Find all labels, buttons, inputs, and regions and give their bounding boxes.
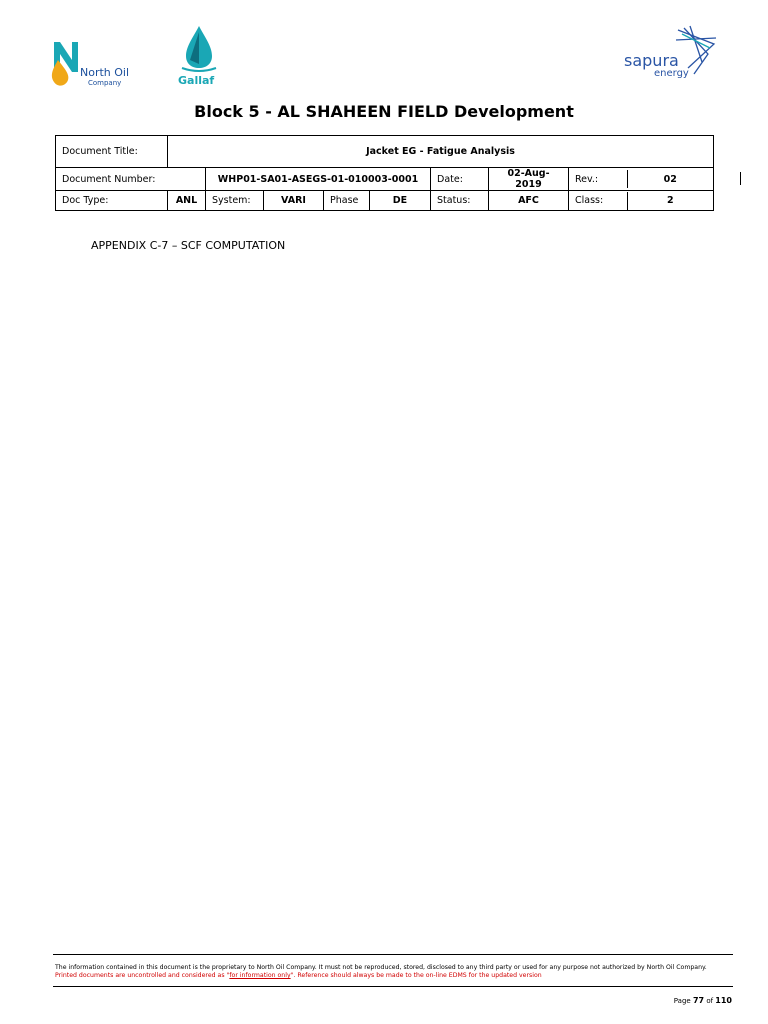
disclaimer-text: The information contained in this document is the proprietary to North Oil Company. It must not be reproduced, stored, disclosed to any third party or used for any purpose not authorized by North Oil Company. — [55, 964, 707, 971]
revision-value: 02 — [663, 173, 677, 185]
document-number-label: Document Number: — [56, 168, 206, 191]
doc-type-label: Doc Type: — [56, 191, 168, 211]
text-cursor — [740, 172, 741, 185]
status-label: Status: — [431, 191, 489, 211]
doc-type-value: ANL — [168, 191, 206, 211]
system-value: VARI — [264, 191, 324, 211]
phase-label: Phase — [324, 191, 370, 211]
page-title: Block 5 - AL SHAHEEN FIELD Development — [194, 102, 574, 121]
current-page: 77 — [692, 996, 705, 1005]
sapura-energy-logo — [620, 24, 720, 80]
north-oil-company-logo — [44, 38, 144, 90]
page-number: Page 77 of 110 — [673, 996, 732, 1005]
table-row — [56, 168, 714, 191]
phase-value: DE — [370, 191, 431, 211]
document-number-value: WHP01-SA01-ASEGS-01-010003-0001 — [206, 168, 431, 191]
footer-divider — [53, 986, 733, 987]
status-value: AFC — [489, 191, 569, 211]
footer-disclaimer — [55, 964, 725, 980]
system-label: System: — [206, 191, 264, 211]
disclaimer-edms: ". Reference should always be made to the on-line EDMS for the updated version — [290, 972, 542, 979]
document-title-label: Document Title: — [56, 136, 168, 168]
table-row — [56, 136, 714, 168]
class-value: 2 — [666, 195, 674, 206]
table-row — [56, 191, 714, 211]
noc-logo-line2: Company — [88, 79, 122, 87]
class-label: Class: — [569, 192, 627, 210]
section-heading: APPENDIX C-7 – SCF COMPUTATION — [91, 239, 286, 252]
gallaf-logo-text: Gallaf — [178, 74, 215, 87]
date-value: 02-Aug-2019 — [489, 168, 569, 191]
document-info-table — [55, 135, 714, 211]
sapura-logo-line1: sapura — [624, 51, 679, 70]
disclaimer-warning: Printed documents are uncontrolled and considered as " — [55, 972, 230, 979]
noc-logo-line1: North Oil — [80, 66, 130, 79]
total-pages: 110 — [715, 996, 732, 1005]
sapura-logo-line2: energy — [654, 68, 689, 79]
gallaf-logo — [174, 24, 224, 88]
revision-label: Rev.: — [569, 170, 627, 188]
footer-divider — [53, 954, 733, 955]
disclaimer-info-only: for information only — [229, 972, 291, 979]
date-label: Date: — [431, 168, 489, 191]
document-title-value: Jacket EG - Fatigue Analysis — [168, 136, 714, 168]
